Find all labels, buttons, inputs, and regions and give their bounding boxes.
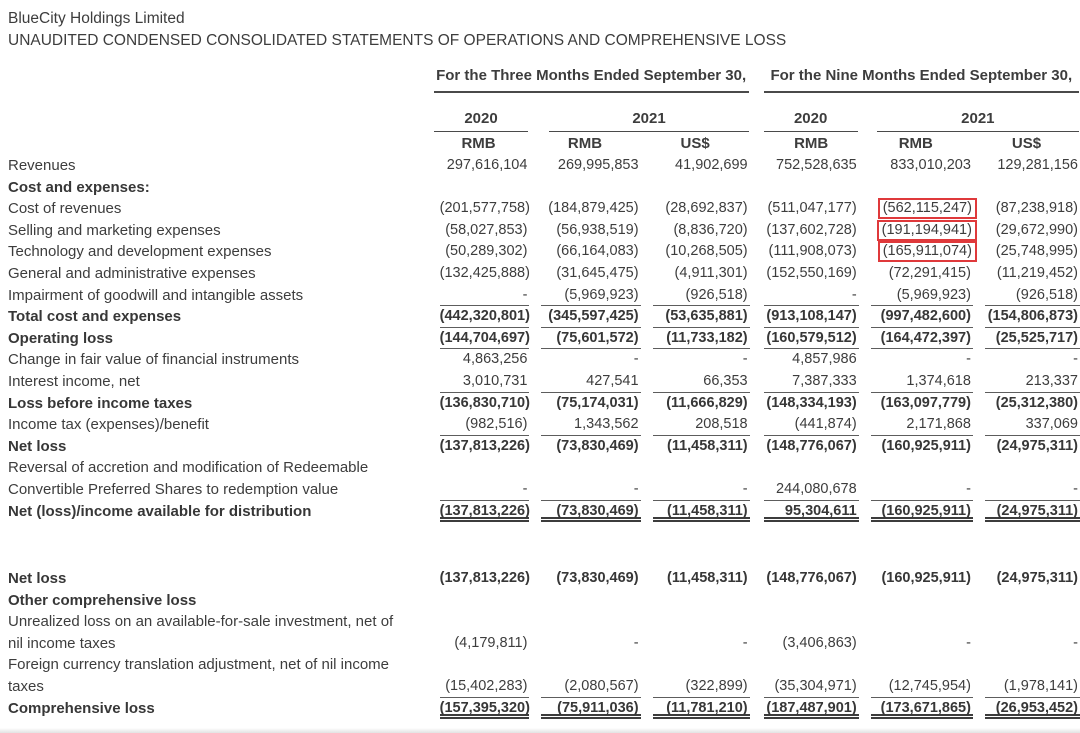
row-label: Cost and expenses:	[8, 178, 150, 196]
cell-value: (132,425,888)	[439, 264, 530, 281]
table-body	[8, 155, 1080, 719]
cell-value: (163,097,779)	[880, 394, 971, 411]
cell-value: (66,164,083)	[556, 243, 639, 260]
cell-value: -	[742, 634, 748, 651]
row-label: Convertible Preferred Shares to redemption value	[8, 480, 339, 498]
cell-value: (160,925,911)	[881, 570, 971, 587]
cell-value: (26,953,452)	[973, 698, 1080, 720]
cell-value	[750, 177, 859, 199]
cell-value: -	[750, 285, 859, 307]
cell-value: -	[859, 479, 973, 501]
cell-value: (28,692,837)	[665, 200, 748, 217]
cell-value: (157,395,320)	[428, 698, 530, 720]
cell-value: (136,830,710)	[439, 394, 530, 411]
cell-value: (4,179,811)	[454, 634, 528, 651]
table-row	[8, 393, 1080, 415]
cell-value: (322,899)	[641, 676, 750, 698]
cell-value: -	[1073, 634, 1078, 651]
cell-value: (1,978,141)	[973, 676, 1080, 698]
cell-value	[859, 198, 973, 220]
cell-value: (11,733,182)	[641, 328, 750, 350]
cell-value: (152,550,169)	[766, 264, 857, 281]
cell-value: (137,813,226)	[439, 570, 530, 587]
table-row	[8, 479, 1080, 501]
year-header: 2020	[434, 109, 529, 132]
cell-value: (25,312,380)	[995, 394, 1078, 411]
table-row	[8, 414, 1080, 436]
cell-value	[750, 654, 859, 676]
highlight-box: (562,115,247)	[878, 198, 977, 219]
cell-value	[428, 177, 530, 199]
cell-value: (173,671,865)	[859, 698, 973, 720]
cell-value	[428, 611, 530, 633]
row-label: Loss before income taxes	[8, 394, 193, 412]
table-row	[8, 306, 1080, 328]
row-label: nil income taxes	[8, 634, 116, 652]
cell-value: (3,406,863)	[782, 634, 857, 651]
year-header: 2021	[877, 109, 1079, 132]
cell-value: (24,975,311)	[973, 501, 1080, 523]
cell-value: (31,645,475)	[556, 264, 639, 281]
cell-value: (8,836,720)	[673, 221, 748, 238]
cell-value: (144,704,697)	[428, 328, 530, 350]
table-row	[8, 241, 1080, 263]
cell-value: (10,268,505)	[665, 243, 748, 260]
row-label: Impairment of goodwill and intangible assets	[8, 286, 304, 304]
row-label: taxes	[8, 678, 44, 696]
table-header	[8, 66, 1080, 155]
cell-value	[859, 457, 973, 479]
cell-value	[529, 611, 640, 633]
statement-title: UNAUDITED CONDENSED CONSOLIDATED STATEMENTS OF OPERATIONS AND COMPREHENSIVE LOSS	[8, 31, 787, 49]
cell-value	[973, 457, 1080, 479]
cell-value: (5,969,923)	[529, 285, 640, 307]
cell-value: 1,343,562	[529, 414, 640, 436]
row-label: Operating loss	[8, 329, 114, 347]
cell-value: 66,353	[641, 371, 750, 393]
cell-value	[859, 590, 973, 612]
cell-value: (5,969,923)	[859, 285, 973, 307]
row-label: Net loss	[8, 570, 67, 588]
row-label: Foreign currency translation adjustment, net of nil income	[8, 656, 390, 674]
cell-value	[859, 654, 973, 676]
cell-value: (137,813,226)	[428, 501, 530, 523]
cell-value: (29,672,990)	[995, 221, 1078, 238]
table-row	[8, 633, 1080, 655]
cell-value: 208,518	[641, 414, 750, 436]
row-label: Change in fair value of financial instruments	[8, 351, 299, 369]
cell-value: 244,080,678	[750, 479, 859, 501]
cell-value: (50,289,302)	[445, 243, 528, 260]
cell-value: 4,863,256	[462, 351, 528, 368]
cell-value: (72,291,415)	[888, 264, 971, 281]
cell-value: (11,781,210)	[641, 698, 750, 720]
cell-value: 1,374,618	[859, 371, 973, 393]
cell-value: -	[428, 285, 530, 307]
table-row	[8, 676, 1080, 698]
cell-value: (75,174,031)	[556, 394, 639, 411]
cell-value: (148,776,067)	[766, 437, 857, 454]
currency-header-row	[8, 132, 1080, 155]
cell-value: (997,482,600)	[859, 306, 973, 328]
table-row	[8, 220, 1080, 242]
cell-value	[641, 177, 750, 199]
cell-value: (187,487,901)	[750, 698, 859, 720]
cell-value	[973, 654, 1080, 676]
cell-value: (345,597,425)	[529, 306, 640, 328]
cell-value: (73,830,469)	[556, 437, 639, 454]
header-spacer-row	[8, 93, 1080, 109]
cell-value: (11,458,311)	[666, 570, 748, 587]
cell-value: (2,080,567)	[529, 676, 640, 698]
cell-value: 427,541	[529, 371, 640, 393]
table-row	[8, 654, 1080, 676]
table-row	[8, 349, 1080, 371]
cell-value	[973, 590, 1080, 612]
cell-value: (73,830,469)	[556, 570, 639, 587]
cell-value	[973, 611, 1080, 633]
spacer-row	[8, 522, 1080, 568]
cell-value: (164,472,397)	[859, 328, 973, 350]
cell-value	[641, 654, 750, 676]
cell-value: (75,601,572)	[529, 328, 640, 350]
cell-value: (111,908,073)	[768, 243, 857, 260]
period-group-three-months: For the Three Months Ended September 30,	[434, 66, 749, 93]
cell-value	[529, 654, 640, 676]
cell-value: (160,579,512)	[750, 328, 859, 350]
cell-value	[428, 654, 530, 676]
period-group-row	[8, 66, 1080, 93]
cell-value: (926,518)	[641, 285, 750, 307]
table-row	[8, 155, 1080, 177]
table-row	[8, 457, 1080, 479]
row-label: Comprehensive loss	[8, 699, 155, 717]
cell-value: (56,938,519)	[556, 221, 639, 238]
row-label: General and administrative expenses	[8, 264, 256, 282]
cell-value: -	[742, 351, 748, 368]
currency-header: US$	[680, 135, 710, 152]
table-row	[8, 328, 1080, 350]
cell-value: 4,857,986	[792, 351, 857, 368]
row-label: Reversal of accretion and modification of Redeemable	[8, 459, 369, 477]
cell-value: (11,666,829)	[666, 394, 748, 411]
financial-table	[8, 66, 1080, 719]
currency-header: RMB	[461, 135, 496, 152]
cell-value: 41,902,699	[675, 157, 748, 173]
cell-value: (201,577,758)	[439, 200, 530, 217]
cell-value: (160,925,911)	[859, 501, 973, 523]
cell-value: (58,027,853)	[445, 221, 528, 238]
cell-value	[750, 457, 859, 479]
cell-value: (25,525,717)	[973, 328, 1080, 350]
cell-value	[641, 457, 750, 479]
currency-header: RMB	[794, 135, 829, 152]
cell-value	[529, 590, 640, 612]
cell-value: 7,387,333	[750, 371, 859, 393]
cell-value: (24,975,311)	[996, 437, 1078, 454]
company-name: BlueCity Holdings Limited	[8, 10, 185, 27]
cell-value: -	[529, 479, 640, 501]
cell-value: 95,304,611	[750, 501, 859, 523]
cell-value: 833,010,203	[890, 157, 971, 173]
row-label: Net loss	[8, 437, 67, 455]
cell-value: (441,874)	[750, 414, 859, 436]
cell-value: -	[1073, 351, 1078, 368]
cell-value	[859, 241, 973, 263]
cell-value: (4,911,301)	[674, 264, 748, 281]
cell-value	[529, 457, 640, 479]
row-label: Selling and marketing expenses	[8, 221, 221, 239]
table-row	[8, 590, 1080, 612]
cell-value: -	[973, 479, 1080, 501]
year-header: 2020	[764, 109, 858, 132]
table-row	[8, 198, 1080, 220]
cell-value	[428, 457, 530, 479]
cell-value: -	[966, 634, 971, 651]
cell-value: -	[633, 634, 639, 651]
row-label: Cost of revenues	[8, 200, 122, 218]
table-row	[8, 285, 1080, 307]
period-group-nine-months: For the Nine Months Ended September 30,	[764, 66, 1079, 93]
cell-value: 3,010,731	[428, 371, 530, 393]
cell-value	[859, 611, 973, 633]
currency-header: RMB	[567, 135, 603, 152]
cell-value: (148,776,067)	[766, 570, 857, 587]
cell-value: (73,830,469)	[529, 501, 640, 523]
table-row	[8, 568, 1080, 590]
table-row	[8, 501, 1080, 523]
row-label: Net (loss)/income available for distribution	[8, 502, 312, 520]
cell-value: (160,925,911)	[881, 437, 971, 454]
cell-value: (87,238,918)	[995, 200, 1078, 217]
cell-value: (442,320,801)	[428, 306, 530, 328]
cell-value: (982,516)	[428, 414, 530, 436]
row-label: Unrealized loss on an available-for-sale investment, net of	[8, 613, 394, 631]
table-row	[8, 436, 1080, 458]
table-row	[8, 177, 1080, 199]
cell-value	[973, 177, 1080, 199]
cell-value: -	[428, 479, 530, 501]
row-label: Technology and development expenses	[8, 243, 272, 261]
year-header-row	[8, 109, 1080, 132]
cell-value: (511,047,177)	[767, 200, 857, 217]
cell-value: (12,745,954)	[859, 676, 973, 698]
cell-value: (137,813,226)	[439, 437, 530, 454]
cell-value: 2,171,868	[859, 414, 973, 436]
cell-value: (913,108,147)	[750, 306, 859, 328]
table-row	[8, 698, 1080, 720]
currency-header: US$	[1011, 135, 1042, 152]
cell-value: -	[966, 351, 971, 368]
highlight-box: (165,911,074)	[878, 241, 977, 262]
highlight-box: (191,194,941)	[877, 220, 977, 241]
cell-value: 337,069	[973, 414, 1080, 436]
cell-value: 752,528,635	[776, 157, 857, 173]
cell-value	[859, 220, 973, 242]
cell-value	[529, 177, 640, 199]
cell-value: 269,995,853	[557, 157, 639, 173]
year-header: 2021	[549, 109, 748, 132]
row-label: Revenues	[8, 157, 76, 174]
row-label: Other comprehensive loss	[8, 591, 197, 609]
cell-value: -	[641, 479, 750, 501]
cell-value	[750, 611, 859, 633]
cell-value	[641, 590, 750, 612]
cell-value: (75,911,036)	[529, 698, 640, 720]
row-label: Income tax (expenses)/benefit	[8, 416, 209, 434]
page-bottom-edge	[0, 728, 1080, 733]
cell-value: -	[633, 351, 639, 368]
row-label: Total cost and expenses	[8, 308, 182, 326]
cell-value: (184,879,425)	[548, 200, 639, 217]
cell-value: (926,518)	[973, 285, 1080, 307]
cell-value: 297,616,104	[446, 157, 528, 173]
cell-value: (137,602,728)	[766, 221, 857, 238]
currency-header: RMB	[898, 135, 933, 152]
cell-value	[859, 177, 973, 199]
table-row	[8, 263, 1080, 285]
cell-value	[750, 590, 859, 612]
cell-value: (11,458,311)	[666, 437, 748, 454]
table-row	[8, 371, 1080, 393]
cell-value: (148,334,193)	[766, 394, 857, 411]
cell-value: (35,304,971)	[750, 676, 859, 698]
cell-value: (24,975,311)	[996, 570, 1078, 587]
row-label: Interest income, net	[8, 372, 140, 390]
cell-value: (15,402,283)	[428, 676, 530, 698]
cell-value: (53,635,881)	[641, 306, 750, 328]
cell-value: 129,281,156	[997, 157, 1078, 173]
cell-value	[428, 590, 530, 612]
cell-value: (11,219,452)	[996, 264, 1078, 281]
cell-value: 213,337	[973, 371, 1080, 393]
cell-value: (25,748,995)	[995, 243, 1078, 260]
cell-value	[641, 611, 750, 633]
cell-value: (11,458,311)	[641, 501, 750, 523]
table-row	[8, 611, 1080, 633]
cell-value: (154,806,873)	[973, 306, 1080, 328]
